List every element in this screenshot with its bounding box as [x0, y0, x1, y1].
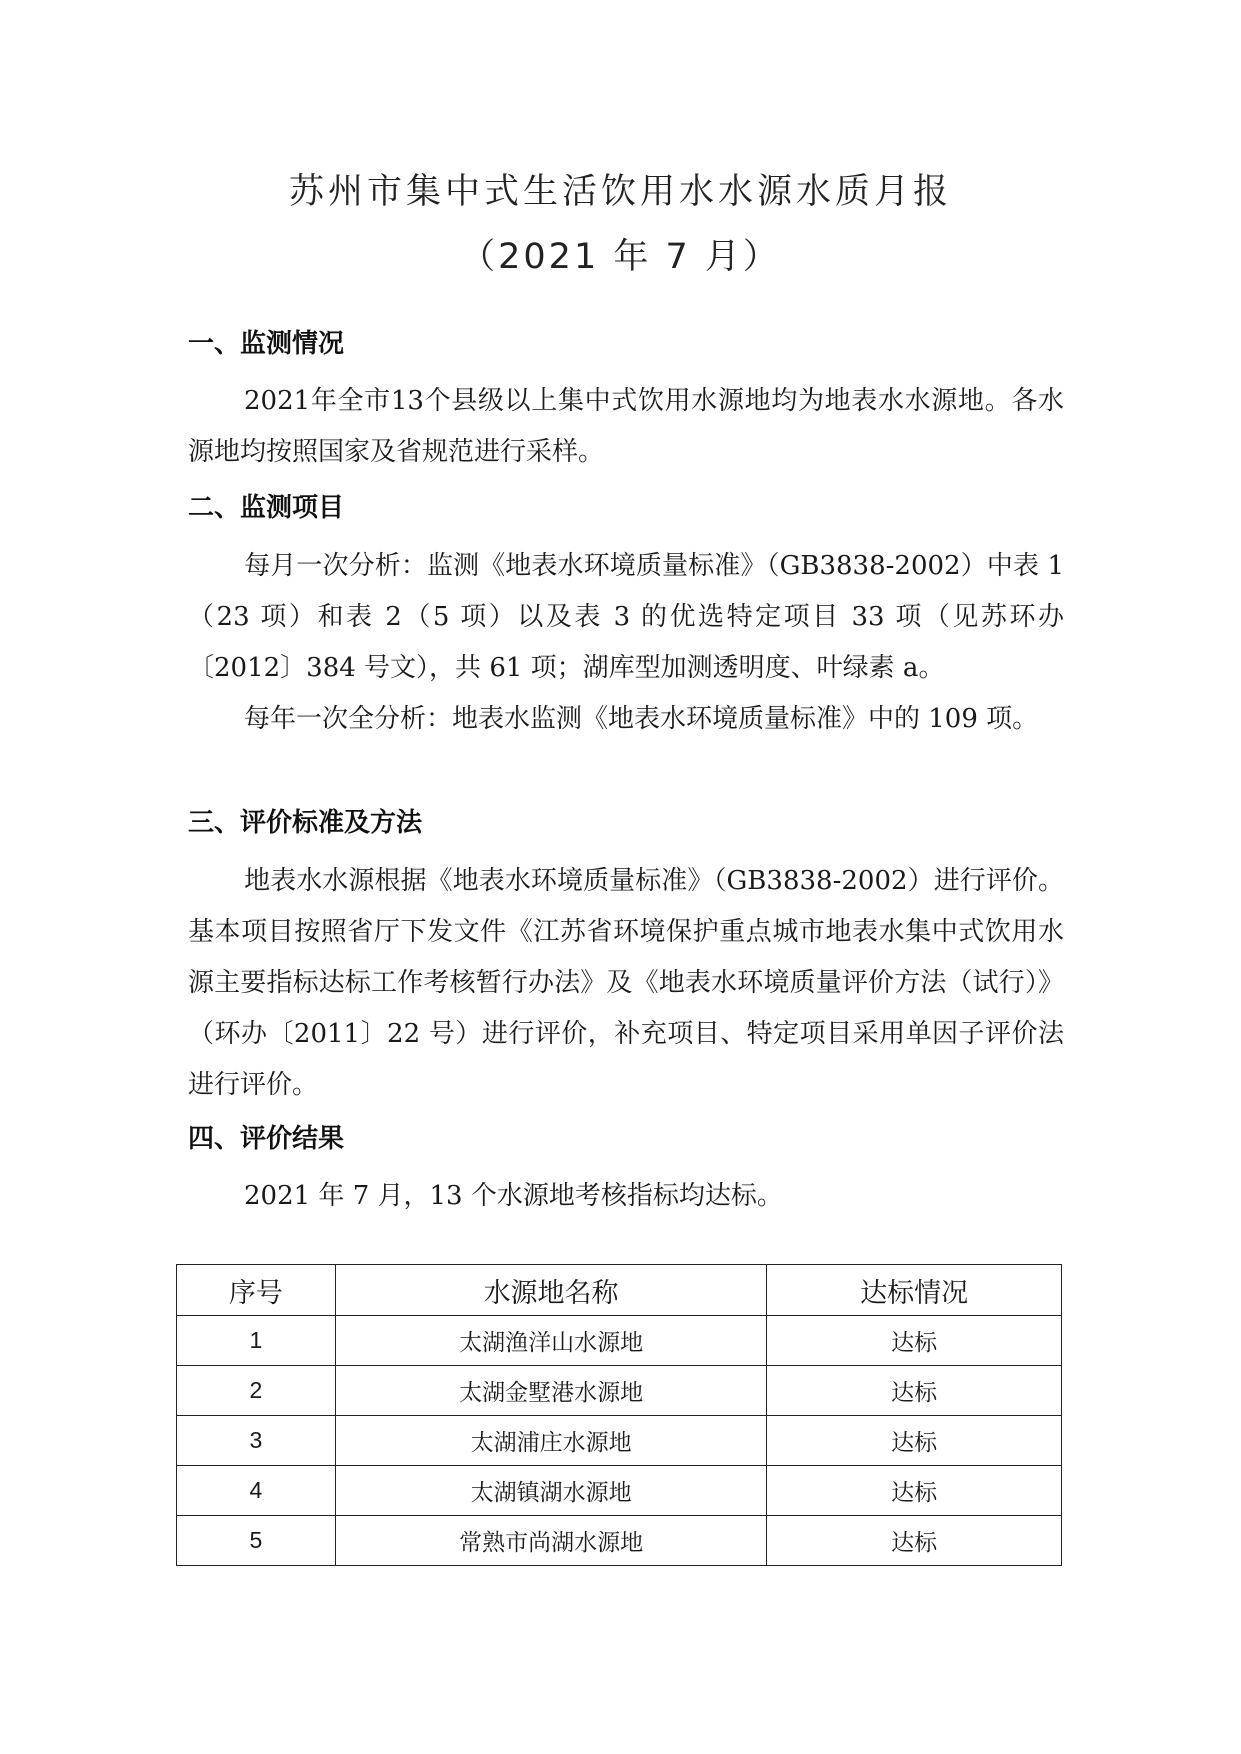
row-compliance: 达标 — [767, 1366, 1062, 1416]
report-title: 苏州市集中式生活饮用水水源水质月报 — [288, 172, 952, 212]
header-source-name: 水源地名称 — [335, 1265, 766, 1316]
table-row — [177, 1466, 1062, 1516]
paragraph-monthly-analysis: 每月一次分析：监测《地表水环境质量标准》（GB3838-2002）中表 1（23 项）和表 2（5 项）以及表 3 的优选特定项目 33 项（见苏环办〔2012〕384 号文），共 61 项；湖库型加测透明度、叶绿素 a。 — [188, 551, 1064, 683]
header-compliance: 达标情况 — [767, 1265, 1062, 1316]
row-compliance: 达标 — [767, 1316, 1062, 1366]
section-heading-monitoring: 一、监测情况 — [188, 329, 345, 359]
table-row — [177, 1366, 1062, 1416]
table-row — [177, 1316, 1062, 1366]
row-source-name: 太湖金墅港水源地 — [335, 1366, 766, 1416]
paragraph-annual-analysis: 每年一次全分析：地表水监测《地表水环境质量标准》中的 109 项。 — [244, 704, 1039, 734]
paragraph-standards: 地表水水源根据《地表水环境质量标准》（GB3838-2002）进行评价。基本项目按照省厅下发文件《江苏省环境保护重点城市地表水集中式饮用水源主要指标达标工作考核暂行办法》及《地表水环境质量评价方法（试行）》（环办〔2011〕22 号）进行评价，补充项目、特定项目采用单因子评价法进行评价。 — [188, 866, 1064, 1100]
table-row — [177, 1516, 1062, 1566]
row-compliance: 达标 — [767, 1416, 1062, 1466]
row-compliance: 达标 — [767, 1516, 1062, 1566]
row-index: 5 — [177, 1516, 336, 1566]
report-period: （2021 年 7 月） — [460, 237, 781, 277]
section-heading-results: 四、评价结果 — [188, 1124, 345, 1154]
results-table — [176, 1264, 1062, 1566]
row-source-name: 常熟市尚湖水源地 — [335, 1516, 766, 1566]
row-source-name: 太湖渔洋山水源地 — [335, 1316, 766, 1366]
table-row — [177, 1416, 1062, 1466]
section-heading-items: 二、监测项目 — [188, 493, 345, 523]
paragraph-results: 2021 年 7 月，13 个水源地考核指标均达标。 — [244, 1181, 783, 1211]
table-header-row — [177, 1265, 1062, 1316]
row-index: 1 — [177, 1316, 336, 1366]
row-compliance: 达标 — [767, 1466, 1062, 1516]
paragraph-monitoring: 2021年全市13个县级以上集中式饮用水源地均为地表水水源地。各水源地均按照国家及省规范进行采样。 — [188, 386, 1064, 467]
row-source-name: 太湖浦庄水源地 — [335, 1416, 766, 1466]
header-index: 序号 — [177, 1265, 336, 1316]
row-index: 2 — [177, 1366, 336, 1416]
row-source-name: 太湖镇湖水源地 — [335, 1466, 766, 1516]
row-index: 4 — [177, 1466, 336, 1516]
section-heading-standards: 三、评价标准及方法 — [188, 808, 423, 838]
row-index: 3 — [177, 1416, 336, 1466]
